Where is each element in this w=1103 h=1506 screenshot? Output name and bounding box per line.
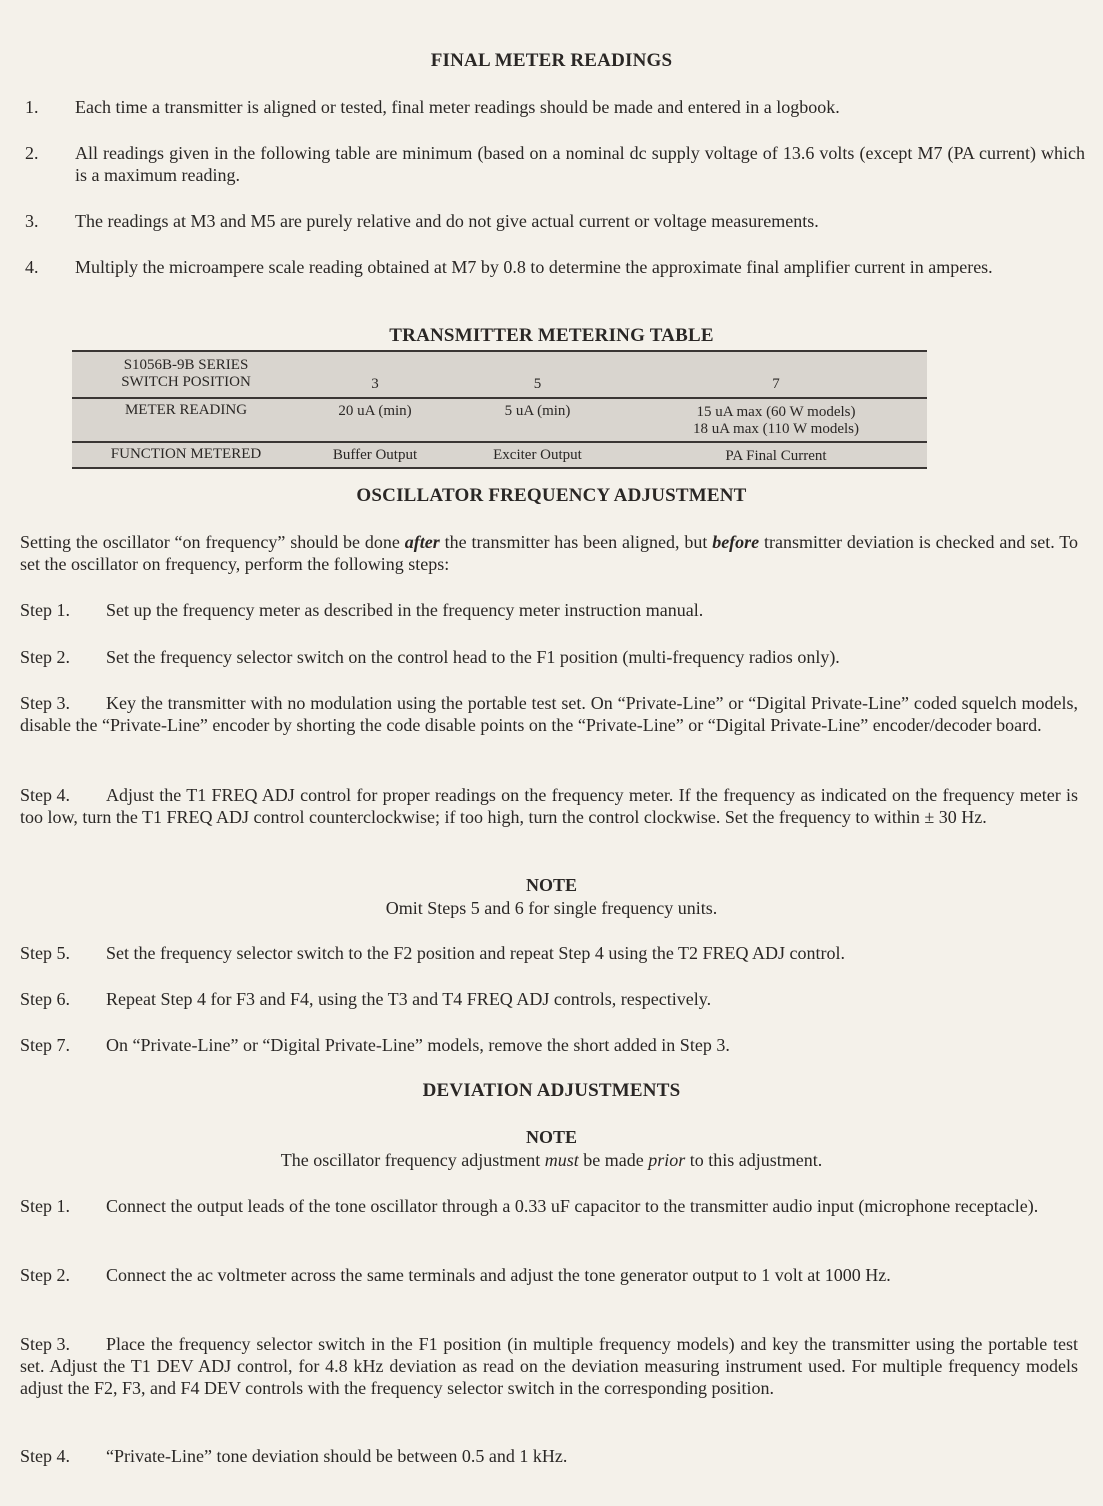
list-item	[25, 210, 1085, 232]
table-cell: 20 uA (min)	[338, 403, 412, 419]
oscillator-intro	[20, 531, 1078, 575]
table-row-label: METER READING	[124, 402, 248, 418]
note-emphasis-prior: prior	[648, 1150, 686, 1170]
note-box	[0, 874, 1103, 920]
step-label: Step 7.	[20, 1035, 71, 1055]
step-label: Step 6.	[20, 989, 71, 1009]
step-text: “Private-Line” tone deviation should be between 0.5 and 1 kHz.	[106, 1446, 568, 1466]
list-item-number: 4.	[25, 257, 39, 277]
step-text: On “Private-Line” or “Digital Private-Line” models, remove the short added in Step 3.	[106, 1035, 730, 1055]
step-text: Set the frequency selector switch to the F2 position and repeat Step 4 using the T2 FREQ ADJ control.	[106, 943, 846, 963]
intro-text: transmitter deviation is checked and set. To set the oscillator on frequency, perform the following steps:	[20, 532, 1078, 574]
step-item	[20, 1264, 1078, 1286]
table-title: TRANSMITTER METERING TABLE	[389, 325, 714, 346]
step-label: Step 5.	[20, 943, 71, 963]
section-title-deviation: DEVIATION ADJUSTMENTS	[422, 1080, 681, 1101]
step-item	[20, 599, 1078, 621]
step-item	[20, 1195, 1078, 1217]
step-item	[20, 1445, 1078, 1467]
switch-label-line1: S1056B-9B SERIES	[123, 357, 249, 373]
intro-text: the transmitter has been aligned, but	[439, 532, 713, 552]
intro-emphasis-after: after	[404, 532, 440, 552]
intro-emphasis-before: before	[712, 532, 760, 552]
list-item-text: Each time a transmitter is aligned or tested, final meter readings should be made and entered in a logbook.	[75, 97, 840, 117]
note-text-part: to this adjustment.	[685, 1150, 823, 1170]
step-label: Step 1.	[20, 1196, 71, 1216]
table-cell: 7	[772, 376, 780, 392]
step-item	[20, 646, 1078, 668]
note-heading: NOTE	[525, 875, 577, 895]
step-text: Set the frequency selector switch on the control head to the F1 position (multi-frequency radios only).	[106, 647, 840, 667]
list-item	[25, 96, 1085, 118]
step-label: Step 3.	[20, 1334, 71, 1354]
table-row-switch-position	[72, 350, 927, 397]
switch-label-line2: SWITCH POSITION	[121, 374, 251, 390]
step-item	[20, 784, 1078, 828]
step-label: Step 2.	[20, 647, 71, 667]
step-text: Key the transmitter with no modulation using the portable test set. On “Private-Line” or “Digital Private-Line” coded squelch models, disable the “Private-Line” encoder by shorting the code disable points on the “Private-Line” or “Digital Private-Line” encoder/decoder board.	[20, 693, 1078, 735]
note-text: Omit Steps 5 and 6 for single frequency units.	[385, 898, 718, 918]
list-item-number: 3.	[25, 211, 39, 231]
cell-line: 15 uA max (60 W models)	[696, 404, 856, 420]
note-text-part: The oscillator frequency adjustment	[280, 1150, 545, 1170]
step-item	[20, 942, 1078, 964]
note-text	[0, 1149, 1103, 1172]
table-cell: 5 uA (min)	[504, 403, 571, 419]
step-text: Place the frequency selector switch in the F1 position (in multiple frequency models) and key the transmitter using the portable test set. Adjust the T1 DEV ADJ control, for 4.8 kHz deviation as read on the deviation measuring instrument used. For multiple frequency models adjust the F2, F3, and F4 DEV controls with the frequency selector switch in the corresponding position.	[20, 1334, 1078, 1398]
step-text: Connect the output leads of the tone oscillator through a 0.33 uF capacitor to the transmitter audio input (microphone receptacle).	[106, 1196, 1039, 1216]
section-title-oscillator: OSCILLATOR FREQUENCY ADJUSTMENT	[356, 485, 747, 506]
step-label: Step 4.	[20, 785, 71, 805]
table-row-label	[72, 357, 300, 391]
metering-table	[72, 350, 927, 469]
note-emphasis-must: must	[544, 1150, 579, 1170]
table-cell: PA Final Current	[725, 448, 827, 464]
step-label: Step 1.	[20, 600, 71, 620]
step-item	[20, 1034, 1078, 1056]
list-item	[25, 142, 1085, 186]
note-heading: NOTE	[525, 1127, 577, 1147]
table-cell: 5	[533, 376, 542, 392]
table-row-meter-reading	[72, 397, 927, 441]
step-item	[20, 1333, 1078, 1399]
step-label: Step 2.	[20, 1265, 71, 1285]
table-cell	[625, 404, 927, 438]
list-item-number: 1.	[25, 97, 39, 117]
section-title-final-meter-readings: FINAL METER READINGS	[430, 50, 673, 71]
list-item	[25, 256, 1085, 278]
note-box	[0, 1126, 1103, 1172]
table-cell: 3	[371, 376, 379, 392]
table-cell: Exciter Output	[493, 447, 582, 463]
table-row-label: FUNCTION METERED	[110, 446, 262, 462]
list-item-text: Multiply the microampere scale reading obtained at M7 by 0.8 to determine the approximate final amplifier current in amperes.	[75, 257, 993, 277]
table-row-function-metered	[72, 441, 927, 469]
intro-text: Setting the oscillator “on frequency” should be done	[20, 532, 405, 552]
step-text: Connect the ac voltmeter across the same terminals and adjust the tone generator output to 1 volt at 1000 Hz.	[106, 1265, 891, 1285]
step-label: Step 3.	[20, 693, 71, 713]
step-text: Set up the frequency meter as described in the frequency meter instruction manual.	[106, 600, 704, 620]
step-text: Adjust the T1 FREQ ADJ control for proper readings on the frequency meter. If the frequency as indicated on the frequency meter is too low, turn the T1 FREQ ADJ control counterclockwise; if too high, turn the control clockwise. Set the frequency to within ± 30 Hz.	[20, 785, 1078, 827]
step-item	[20, 988, 1078, 1010]
table-cell: Buffer Output	[332, 447, 418, 463]
list-item-text: The readings at M3 and M5 are purely relative and do not give actual current or voltage measurements.	[75, 211, 819, 231]
list-item-number: 2.	[25, 143, 39, 163]
step-text: Repeat Step 4 for F3 and F4, using the T3 and T4 FREQ ADJ controls, respectively.	[106, 989, 712, 1009]
step-label: Step 4.	[20, 1446, 71, 1466]
note-text-part: be made	[578, 1150, 649, 1170]
cell-line: 18 uA max (110 W models)	[693, 421, 859, 437]
step-item	[20, 692, 1078, 736]
list-item-text: All readings given in the following table are minimum (based on a nominal dc supply voltage of 13.6 volts (except M7 (PA current) which is a maximum reading.	[75, 143, 1085, 185]
